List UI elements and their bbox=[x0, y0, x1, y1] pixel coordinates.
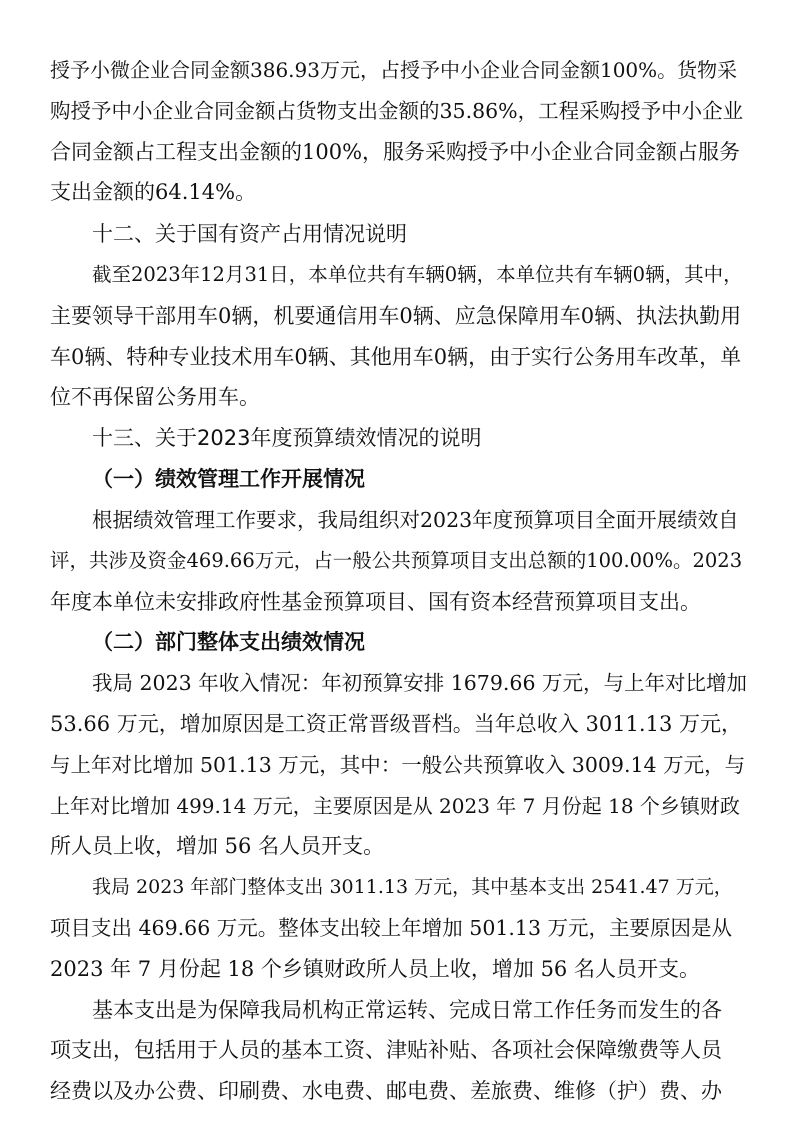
text-line: 我局 2023 年收入情况：年初预算安排 1679.66 万元，与上年对比增加 bbox=[92, 671, 748, 695]
section-heading: 十二、关于国有资产占用情况说明 bbox=[92, 222, 407, 246]
text-line: 项目支出 469.66 万元。整体支出较上年增加 501.13 万元，主要原因是从 bbox=[50, 916, 733, 940]
text-line: 授予小微企业合同金额386.93万元，占授予中小企业合同金额100%。货物采 bbox=[50, 58, 738, 82]
text-line: 年度本单位未安排政府性基金预算项目、国有资本经营预算项目支出。 bbox=[50, 590, 701, 614]
text-line: 根据绩效管理工作要求，我局组织对2023年度预算项目全面开展绩效自 bbox=[92, 508, 739, 532]
text-line: 经费以及办公费、印刷费、水电费、邮电费、差旅费、维修（护）费、办 bbox=[50, 1079, 722, 1103]
text-line: 位不再保留公务用车。 bbox=[50, 385, 260, 409]
text-line: 上年对比增加 499.14 万元，主要原因是从 2023 年 7 月份起 18 个乡镇财政 bbox=[50, 794, 740, 818]
text-line: 基本支出是为保障我局机构正常运转、完成日常工作任务而发生的各 bbox=[92, 998, 722, 1022]
text-line: 截至2023年12月31日，本单位共有车辆0辆，本单位共有车辆0辆，其中， bbox=[92, 263, 743, 286]
text-line: 合同金额占工程支出金额的100%，服务采购授予中小企业合同金额占服务 bbox=[50, 140, 741, 164]
text-line: 项支出，包括用于人员的基本工资、津贴补贴、各项社会保障缴费等人员 bbox=[50, 1038, 722, 1062]
text-line: 与上年对比增加 501.13 万元，其中：一般公共预算收入 3009.14 万元，与 bbox=[50, 753, 746, 777]
text-line: 所人员上收，增加 56 名人员开支。 bbox=[50, 834, 385, 858]
text-line: 主要领导干部用车0辆，机要通信用车0辆、应急保障用车0辆、执法执勤用 bbox=[50, 304, 742, 328]
subsection-heading: （二）部门整体支出绩效情况 bbox=[92, 630, 365, 654]
subsection-heading: （一）绩效管理工作开展情况 bbox=[92, 467, 365, 491]
text-line: 车0辆、特种专业技术用车0辆、其他用车0辆，由于实行公务用车改革，单 bbox=[50, 345, 742, 369]
section-heading: 十三、关于2023年度预算绩效情况的说明 bbox=[92, 426, 482, 450]
text-line: 53.66 万元，增加原因是工资正常晋级晋档。当年总收入 3011.13 万元， bbox=[50, 712, 742, 736]
text-line: 购授予中小企业合同金额占货物支出金额的35.86%，工程采购授予中小企业 bbox=[50, 99, 744, 123]
text-line: 支出金额的64.14%。 bbox=[50, 180, 257, 204]
text-line: 我局 2023 年部门整体支出 3011.13 万元，其中基本支出 2541.47 万元， bbox=[92, 876, 733, 898]
text-line: 评，共涉及资金469.66万元，占一般公共预算项目支出总额的100.00%。2023 bbox=[50, 549, 743, 572]
text-line: 2023 年 7 月份起 18 个乡镇财政所人员上收，增加 56 名人员开支。 bbox=[50, 957, 700, 981]
